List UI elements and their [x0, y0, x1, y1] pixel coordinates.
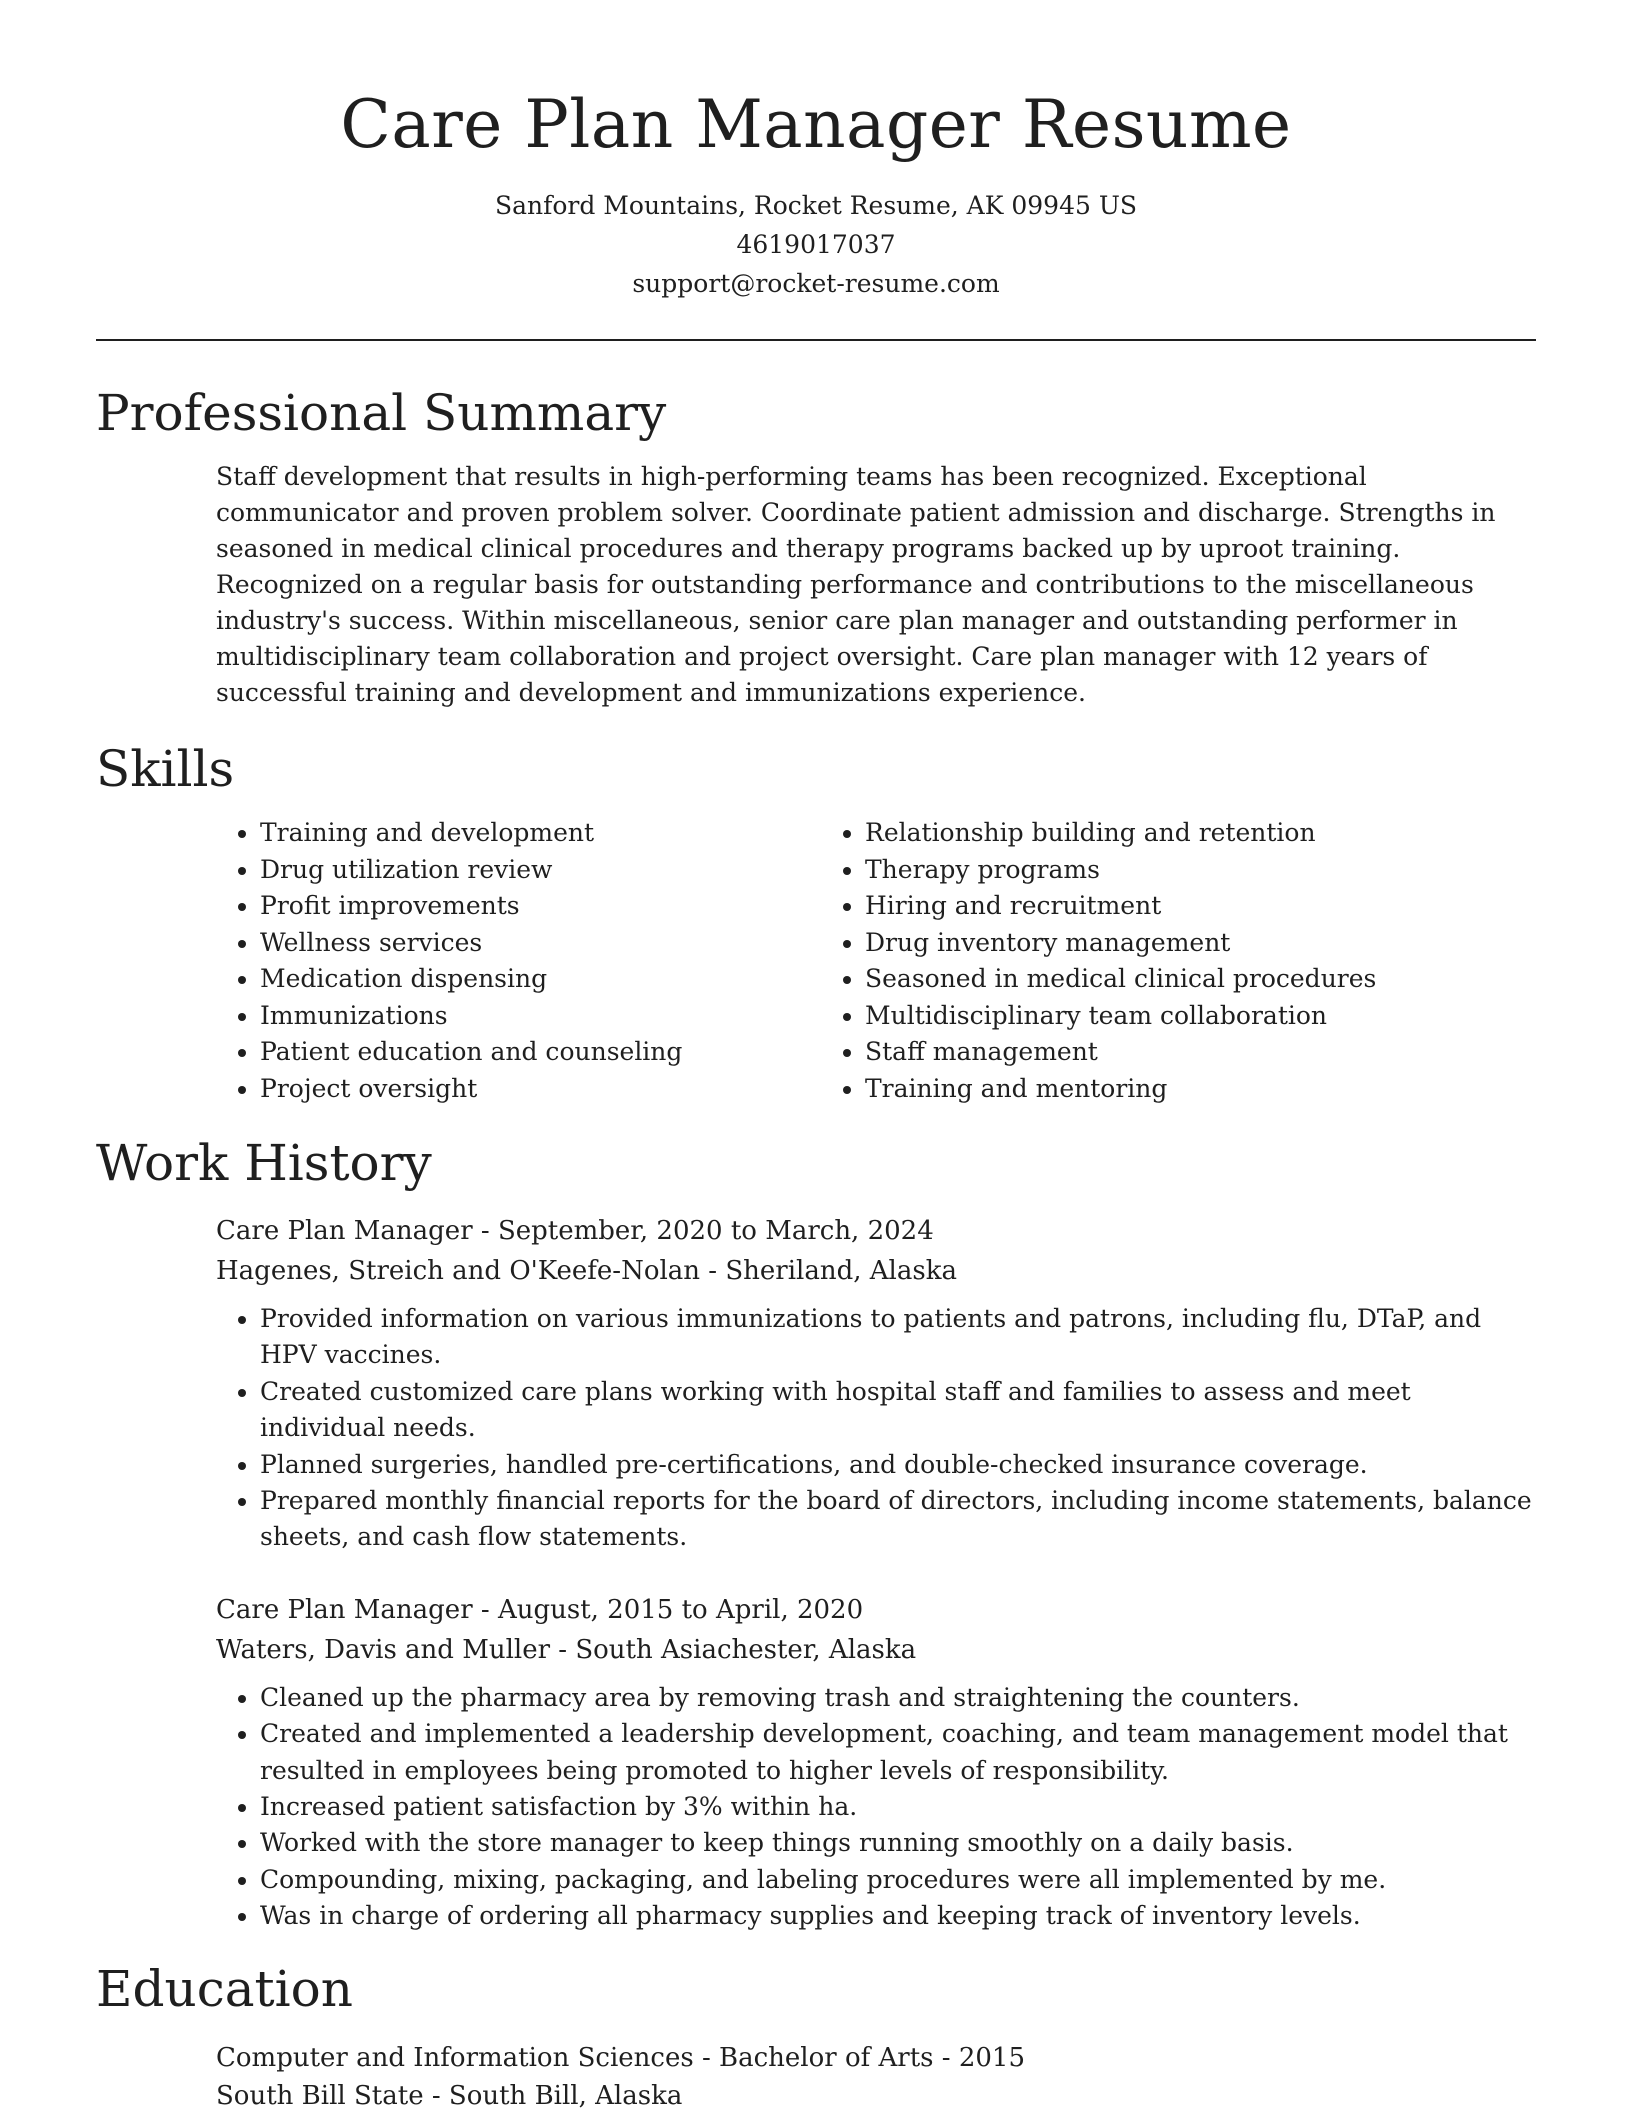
skill-item: • Relationship building and retention [865, 815, 1426, 852]
job-entry [216, 1211, 1536, 1556]
skill-item: • Drug inventory management [865, 925, 1426, 962]
skill-item: • Hiring and recruitment [865, 888, 1426, 925]
job-title-dates: Care Plan Manager - September, 2020 to March, 2024 [216, 1216, 934, 1246]
skill-item: • Drug utilization review [260, 852, 821, 889]
job-title-dates: Care Plan Manager - August, 2015 to April, 2020 [216, 1594, 864, 1625]
header-divider [96, 339, 1536, 341]
skill-item: • Immunizations [260, 998, 821, 1035]
contact-email: support@rocket-resume.com [632, 269, 1000, 298]
skill-item: • Therapy programs [865, 852, 1426, 889]
job-duty: • Created customized care plans working with hospital staff and families to assess and meet individual needs. [260, 1374, 1536, 1447]
skill-item: • Training and mentoring [865, 1071, 1426, 1108]
section-heading-skills: Skills [96, 740, 235, 798]
resume-title: Care Plan Manager Resume [340, 86, 1292, 163]
skill-item: • Wellness services [260, 925, 821, 962]
job-duty: • Increased patient satisfaction by 3% within ha. [260, 1789, 1536, 1825]
skill-item: • Multidisciplinary team collaboration [865, 998, 1426, 1035]
education-school: South Bill State - South Bill, Alaska [216, 2080, 683, 2111]
skill-item: • Training and development [260, 815, 821, 852]
work-history-section [96, 1131, 1536, 1935]
skill-item: • Seasoned in medical clinical procedures [865, 961, 1426, 998]
skills-list-left [216, 815, 821, 1107]
skill-item: • Profit improvements [260, 888, 821, 925]
job-duty: • Prepared monthly financial reports for the board of directors, including income statements, balance sheets, and cash flow statements. [260, 1483, 1536, 1556]
professional-summary-section [96, 381, 1536, 711]
skills-list-right [821, 815, 1426, 1107]
skill-item: • Staff management [865, 1034, 1426, 1071]
job-duties-list [216, 1680, 1536, 1935]
section-heading-work: Work History [96, 1134, 432, 1192]
job-duties-list [216, 1301, 1536, 1556]
job-duty: • Planned surgeries, handled pre-certifications, and double-checked insurance coverage. [260, 1447, 1536, 1483]
job-duty: • Compounding, mixing, packaging, and labeling procedures were all implemented by me. [260, 1862, 1536, 1898]
contact-phone: 4619017037 [736, 230, 896, 259]
summary-text: Staff development that results in high-performing teams has been recognized. Exceptional communicator and proven problem solver. Coordinate patient admission and discharge. Strengths in seasoned in medical clinical procedures and therapy programs backed up by uproot training. Recognized on a regular basis for outstanding performance and contributions to the miscellaneous industry's success. Within miscellaneous, senior care plan manager and outstanding performer in multidisciplinary team collaboration and project oversight. Care plan manager with 12 years of successful training and development and immunizations experience. [216, 462, 1496, 707]
resume-header [96, 0, 1536, 303]
contact-info [96, 186, 1536, 303]
contact-address: Sanford Mountains, Rocket Resume, AK 09945 US [494, 191, 1138, 220]
job-entry [216, 1590, 1536, 1935]
job-company-location: Waters, Davis and Muller - South Asiachester, Alaska [216, 1634, 917, 1665]
skill-item: • Project oversight [260, 1071, 821, 1108]
job-duty: • Created and implemented a leadership development, coaching, and team management model that resulted in employees being promoted to higher levels of responsibility. [260, 1716, 1536, 1789]
job-duty: • Was in charge of ordering all pharmacy supplies and keeping track of inventory levels. [260, 1898, 1536, 1934]
job-company-location: Hagenes, Streich and O'Keefe-Nolan - Sheriland, Alaska [216, 1256, 957, 1286]
skill-item: • Patient education and counseling [260, 1034, 821, 1071]
job-duty: • Cleaned up the pharmacy area by removing trash and straightening the counters. [260, 1680, 1536, 1716]
job-duty: • Worked with the store manager to keep things running smoothly on a daily basis. [260, 1825, 1536, 1861]
section-heading-education: Education [96, 1959, 353, 2018]
education-entry [216, 2039, 1536, 2115]
job-duty: • Provided information on various immunizations to patients and patrons, including flu, DTaP, and HPV vaccines. [260, 1301, 1536, 1374]
skill-item: • Medication dispensing [260, 961, 821, 998]
skills-columns [216, 815, 1536, 1107]
skills-section [96, 737, 1536, 1107]
education-section [96, 1957, 1536, 2115]
section-heading-summary: Professional Summary [96, 384, 667, 442]
education-degree: Computer and Information Sciences - Bachelor of Arts - 2015 [216, 2042, 1025, 2073]
